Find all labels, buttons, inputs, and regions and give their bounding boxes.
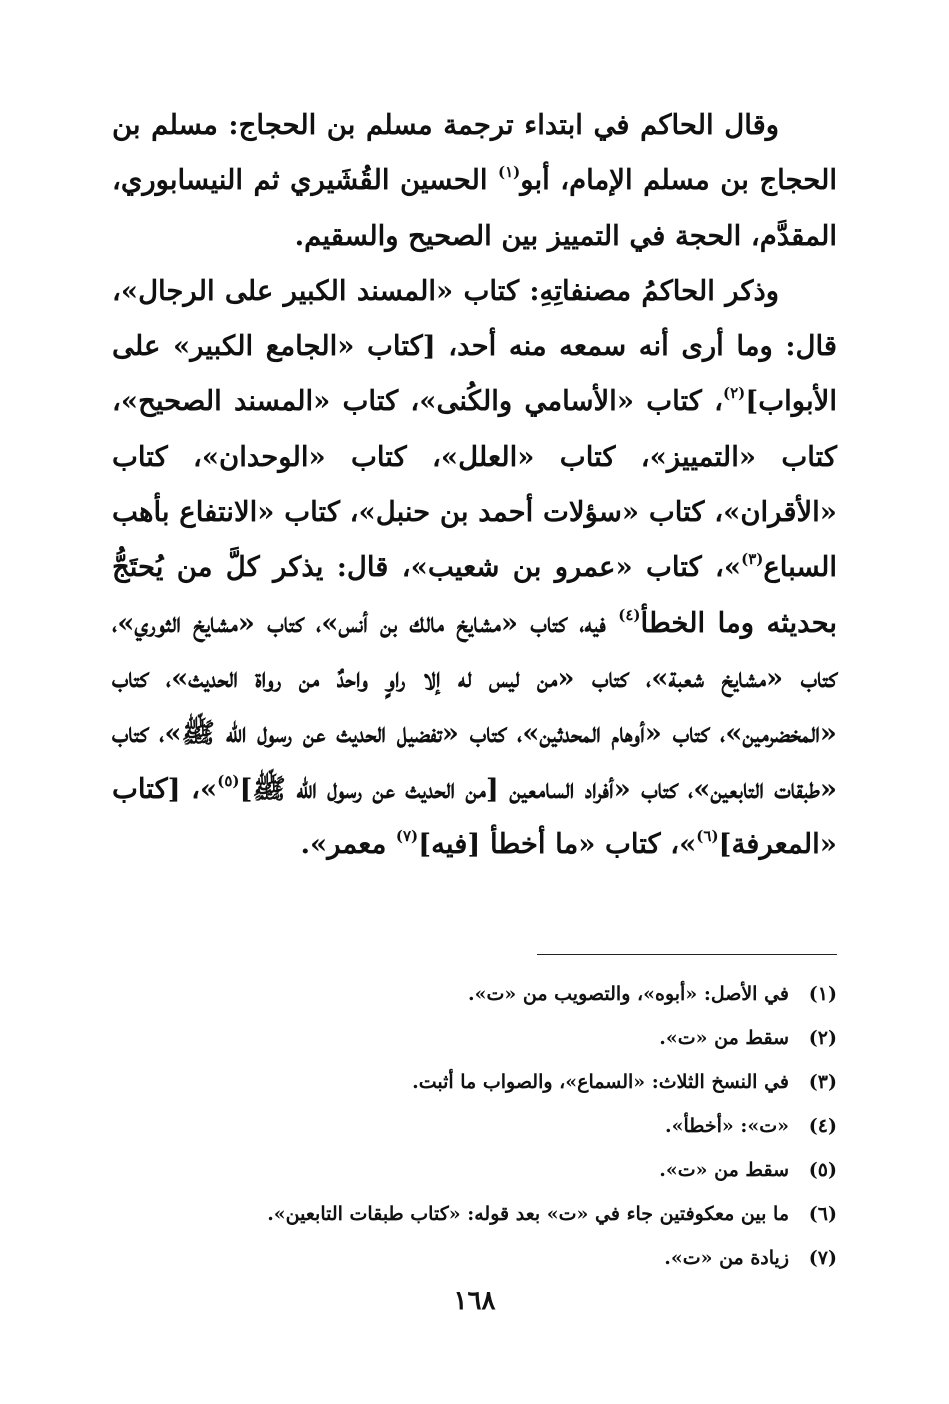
footnote-number: (٦)	[808, 1203, 837, 1225]
footnote-text: سقط من «ت».	[659, 1159, 789, 1181]
footnote-text: زيادة من «ت».	[664, 1247, 789, 1269]
text-run: »، كتاب «ما أخطأ [فيه]	[418, 827, 697, 860]
footnote-number: (٥)	[808, 1159, 837, 1181]
footnote-item	[112, 1104, 837, 1148]
paragraph-2	[112, 264, 837, 872]
footnote-text: «ت»: «أخطأ».	[664, 1115, 789, 1137]
text-run: وقال الحاكم في ابتداء ترجمة مسلم بن الحجاج: مسلم بن الحجاج بن مسلم الإمام، أبو	[112, 109, 837, 197]
text-run: ، كتاب «الأسامي والكُنى»، كتاب «المسند الصحيح»، كتاب «التمييز»، كتاب «العلل»، كتاب «الوحدان»، كتاب «الأقران»، كتاب «سؤلات أحمد بن حنبل»، كتاب «الانتفاع بأهب السباع	[112, 385, 837, 584]
text-run: معمر».	[300, 827, 396, 860]
footnotes-list	[112, 972, 837, 1280]
text-run: وذكر الحاكمُ مصنفاتِهِ: كتاب «المسند الكبير على الرجال»، قال: وما أرى أنه سمعه منه أحد، [كتاب «الجامع الكبير» على الأبواب]	[112, 274, 837, 418]
footnote-ref: (٣)	[741, 550, 764, 569]
footnote-item	[112, 1236, 837, 1280]
footnote-number: (١)	[808, 983, 837, 1005]
footnote-text: في الأصل: «أبوه»، والتصويب من «ت».	[468, 983, 789, 1005]
footnote-ref: (٤)	[618, 605, 641, 624]
page-number: ١٦٨	[453, 1286, 496, 1316]
main-text	[112, 98, 837, 872]
footnote-item	[112, 1060, 837, 1104]
footnote-number: (٣)	[808, 1071, 837, 1093]
footnote-text: في النسخ الثلاث: «السماع»، والصواب ما أثبت.	[412, 1071, 789, 1093]
text-run: »، كتاب «عمرو بن شعيب»، قال: يذكر كلَّ من يُحتَجُّ بحديثه وما الخطأ	[112, 551, 838, 639]
paragraph-1	[112, 98, 837, 264]
footnote-item	[112, 972, 837, 1016]
footnote-number: (٧)	[808, 1247, 837, 1269]
footnote-number: (٢)	[808, 1027, 837, 1049]
footnote-item	[112, 1192, 837, 1236]
footnote-ref: (٦)	[696, 826, 719, 845]
footnote-ref: (١)	[498, 163, 521, 182]
footnote-number: (٤)	[808, 1115, 837, 1137]
footnote-item	[112, 1016, 837, 1060]
footnote-ref: (٢)	[722, 384, 746, 403]
text-run: الحسين القُشَيري ثم النيسابوري، المقدَّم، الحجة في التمييز بين الصحيح والسقيم.	[112, 164, 837, 252]
footnote-text: سقط من «ت».	[659, 1027, 789, 1049]
footnote-separator	[537, 954, 837, 955]
text-run: فيه، كتاب «مشايخ مالك بن أنس»، كتاب «مشايخ الثوري»، كتاب «مشايخ شعبة»، كتاب «من ليس له إلا راوٍ واحدٌ من رواة الحديث»، كتاب «المخضرمين»، كتاب «أوهام المحدثين»، كتاب «تفضيل الحديث عن رسول الله ﷺ»، كتاب «طبقات التابعين»، كتاب «أفراد السامعين [من الحديث عن رسول الله ﷺ]	[112, 606, 838, 805]
footnote-item	[112, 1148, 837, 1192]
footnote-ref: (٧)	[395, 826, 419, 845]
footnote-ref: (٥)	[217, 771, 240, 790]
footnote-text: ما بين معكوفتين جاء في «ت» بعد قوله: «كتاب طبقات التابعين».	[267, 1203, 789, 1225]
text-run: »، [كتاب «المعرفة]	[112, 772, 837, 860]
